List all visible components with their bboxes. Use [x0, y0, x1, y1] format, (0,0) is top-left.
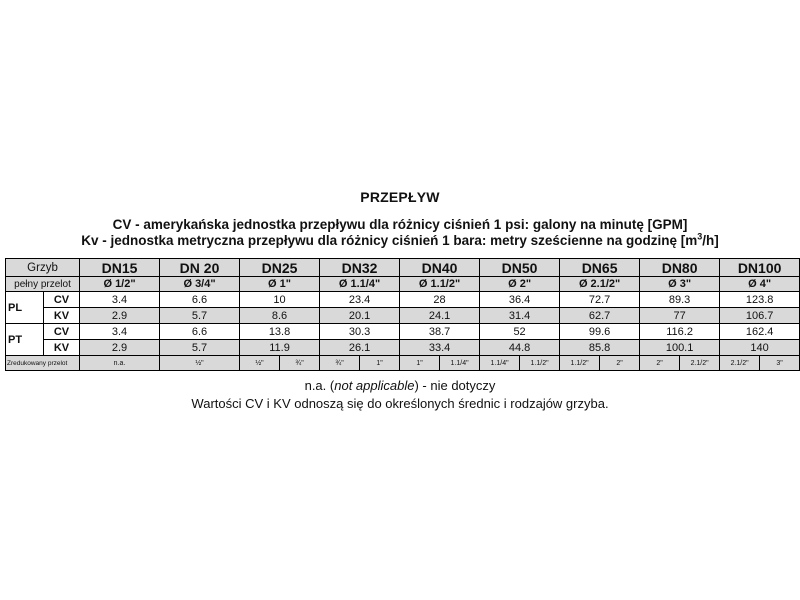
value-cell: 100.1 — [640, 340, 720, 356]
value-cell: 11.9 — [240, 340, 320, 356]
dn-header-cell: DN65 — [560, 259, 640, 277]
diameter-cell: Ø 1.1/2" — [400, 277, 480, 292]
reduced-cell: 2" — [640, 356, 680, 371]
diameter-cell: Ø 3/4" — [160, 277, 240, 292]
pl-kv-row — [6, 308, 800, 324]
dn-header-cell: DN50 — [480, 259, 560, 277]
value-cell: 8.6 — [240, 308, 320, 324]
dn-header-cell: DN100 — [720, 259, 800, 277]
value-cell: 13.8 — [240, 324, 320, 340]
reduced-cell: 1" — [360, 356, 400, 371]
kv-definition-end: /h] — [702, 233, 719, 248]
value-cell: 52 — [480, 324, 560, 340]
diameter-cell: Ø 1.1/4" — [320, 277, 400, 292]
value-cell: 28 — [400, 292, 480, 308]
value-cell: 26.1 — [320, 340, 400, 356]
dn-header-cell: DN32 — [320, 259, 400, 277]
page-title: PRZEPŁYW — [360, 189, 440, 205]
pl-group-label: PL — [6, 292, 44, 324]
value-cell: 20.1 — [320, 308, 400, 324]
kv-definition-superscript: 3 — [697, 231, 703, 242]
footnote-na-paren: ( — [329, 378, 335, 393]
reduced-cell: ½" — [240, 356, 280, 371]
value-cell: 6.6 — [160, 324, 240, 340]
value-cell: 44.8 — [480, 340, 560, 356]
value-cell: 5.7 — [160, 308, 240, 324]
value-cell: 123.8 — [720, 292, 800, 308]
reduced-cell: 1" — [400, 356, 440, 371]
value-cell: 30.3 — [320, 324, 400, 340]
value-cell: 116.2 — [640, 324, 720, 340]
value-cell: 2.9 — [80, 308, 160, 324]
flow-table — [5, 258, 800, 371]
value-cell: 36.4 — [480, 292, 560, 308]
value-cell: 162.4 — [720, 324, 800, 340]
value-cell: 24.1 — [400, 308, 480, 324]
value-cell: 2.9 — [80, 340, 160, 356]
reduced-cell: 1.1/2" — [520, 356, 560, 371]
cv-label: CV — [44, 292, 80, 308]
value-cell: 99.6 — [560, 324, 640, 340]
value-cell: 62.7 — [560, 308, 640, 324]
pt-group-label: PT — [6, 324, 44, 356]
kv-label: KV — [44, 340, 80, 356]
footnote-na-rest: ) - nie dotyczy — [414, 378, 496, 393]
diameter-cell: Ø 2.1/2" — [560, 277, 640, 292]
value-cell: 10 — [240, 292, 320, 308]
value-cell: 89.3 — [640, 292, 720, 308]
cv-label: CV — [44, 324, 80, 340]
reduced-cell: 2.1/2" — [720, 356, 760, 371]
dn-header-cell: DN 20 — [160, 259, 240, 277]
diameter-cell: Ø 1/2" — [80, 277, 160, 292]
reduced-cell: 2" — [600, 356, 640, 371]
dn-header-cell: DN40 — [400, 259, 480, 277]
kv-label: KV — [44, 308, 80, 324]
value-cell: 140 — [720, 340, 800, 356]
value-cell: 6.6 — [160, 292, 240, 308]
dn-header-cell: DN80 — [640, 259, 720, 277]
value-cell: 85.8 — [560, 340, 640, 356]
reduced-cell: 3" — [760, 356, 800, 371]
dn-header-cell: DN25 — [240, 259, 320, 277]
reduced-bore-label: Zredukowany przelot — [6, 356, 80, 371]
kv-definition — [0, 233, 800, 248]
reduced-cell: 1.1/4" — [480, 356, 520, 371]
diameter-cell: Ø 4" — [720, 277, 800, 292]
diameter-cell: Ø 2" — [480, 277, 560, 292]
footnote-na-italic: not applicable — [334, 378, 415, 393]
value-cell: 33.4 — [400, 340, 480, 356]
diameter-header-row — [6, 277, 800, 292]
pt-cv-row — [6, 324, 800, 340]
reduced-cell: 1.1/4" — [440, 356, 480, 371]
kv-definition-text: Kv - jednostka metryczna przepływu dla różnicy ciśnień 1 bara: metry sześcienne na godzinę [m — [81, 233, 698, 248]
diameter-cell: Ø 1" — [240, 277, 320, 292]
dn-header-cell: DN15 — [80, 259, 160, 277]
grzyb-header: Grzyb — [6, 259, 80, 277]
reduced-cell: ¾" — [280, 356, 320, 371]
reduced-cell: n.a. — [80, 356, 160, 371]
value-cell: 5.7 — [160, 340, 240, 356]
value-cell: 31.4 — [480, 308, 560, 324]
footnote-na-abbrev: n.a. — [304, 378, 327, 393]
reduced-cell: 1.1/2" — [560, 356, 600, 371]
value-cell: 3.4 — [80, 324, 160, 340]
value-cell: 77 — [640, 308, 720, 324]
value-cell: 3.4 — [80, 292, 160, 308]
cv-definition: CV - amerykańska jednostka przepływu dla różnicy ciśnień 1 psi: galony na minutę [GPM] — [112, 217, 688, 232]
dn-header-row — [6, 259, 800, 277]
value-cell: 72.7 — [560, 292, 640, 308]
footnote-na — [0, 378, 800, 393]
pl-cv-row — [6, 292, 800, 308]
footnote-values: Wartości CV i KV odnoszą się do określonych średnic i rodzajów grzyba. — [191, 396, 609, 411]
value-cell: 38.7 — [400, 324, 480, 340]
reduced-cell: ¾" — [320, 356, 360, 371]
pt-kv-row — [6, 340, 800, 356]
reduced-cell: ½" — [160, 356, 240, 371]
value-cell: 106.7 — [720, 308, 800, 324]
diameter-cell: Ø 3" — [640, 277, 720, 292]
reduced-bore-row — [6, 356, 800, 371]
reduced-cell: 2.1/2" — [680, 356, 720, 371]
full-bore-header: pełny przelot — [6, 277, 80, 292]
value-cell: 23.4 — [320, 292, 400, 308]
